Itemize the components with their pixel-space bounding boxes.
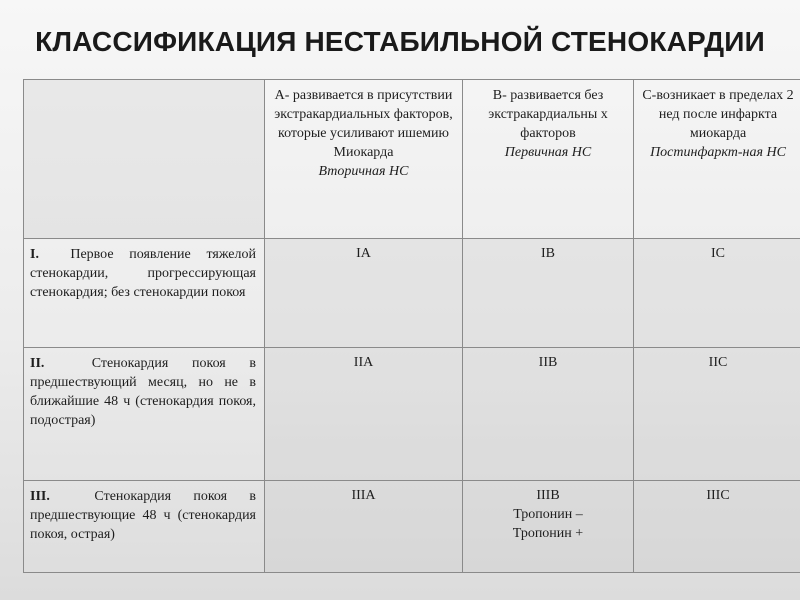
cell-iib xyxy=(463,348,634,481)
row-label-cell xyxy=(24,239,265,348)
table-row xyxy=(24,239,800,348)
cell-ib xyxy=(463,239,634,348)
code-iib: IIB xyxy=(538,355,558,370)
code-iiia: IIIA xyxy=(351,488,376,503)
row-label-cell xyxy=(24,481,265,573)
row-label-cell xyxy=(24,348,265,481)
cell-ia xyxy=(265,239,463,348)
cell-iic xyxy=(634,348,800,481)
header-c-text: С-возникает в пределах 2 нед после инфаркта миокарда xyxy=(642,88,794,141)
row-number: II. xyxy=(30,356,45,371)
code-ib: IB xyxy=(541,246,555,261)
header-empty-cell xyxy=(24,80,265,239)
page-title: КЛАССИФИКАЦИЯ НЕСТАБИЛЬНОЙ СТЕНОКАРДИИ xyxy=(35,26,765,57)
troponin-negative: Тропонин – xyxy=(513,507,583,522)
header-cell-a xyxy=(265,80,463,239)
cell-iiia xyxy=(265,481,463,573)
header-a-text: А- развивается в присутствии экстракардиальных факторов, которые усиливают ишемию Миокарда xyxy=(274,88,453,160)
cell-iiib xyxy=(463,481,634,573)
code-iiib-group xyxy=(463,481,633,543)
code-iia: IIA xyxy=(353,355,374,370)
code-ia: IA xyxy=(356,246,371,261)
header-c-italic: Постинфаркт-ная НС xyxy=(650,145,786,160)
header-b-text: В- развивается без экстракардиальны х факторов xyxy=(488,88,608,141)
cell-ic xyxy=(634,239,800,348)
cell-iia xyxy=(265,348,463,481)
code-iiib: IIIB xyxy=(536,488,560,503)
row-number: III. xyxy=(30,489,50,504)
row-description: Первое появление тяжелой стенокардии, прогрессирующая стенокардия; без стенокардии покоя xyxy=(30,247,256,300)
cell-iiic xyxy=(634,481,800,573)
row-number: I. xyxy=(30,247,39,262)
header-cell-b xyxy=(463,80,634,239)
header-cell-c xyxy=(634,80,800,239)
row-description: Стенокардия покоя в предшествующий месяц, но не в ближайшие 48 ч (стенокардия покоя, подострая) xyxy=(30,356,256,428)
code-ic: IC xyxy=(711,246,725,261)
header-a-italic: Вторичная НС xyxy=(318,164,409,179)
header-b-italic: Первичная НС xyxy=(504,145,592,160)
table-row xyxy=(24,348,800,481)
row-description: Стенокардия покоя в предшествующие 48 ч (стенокардия покоя, острая) xyxy=(30,489,256,542)
classification-table xyxy=(23,79,800,573)
troponin-positive: Тропонин + xyxy=(512,526,584,541)
code-iiic: IIIC xyxy=(706,488,730,503)
code-iic: IIC xyxy=(708,355,728,370)
table-row xyxy=(24,481,800,573)
table-header-row xyxy=(24,80,800,239)
